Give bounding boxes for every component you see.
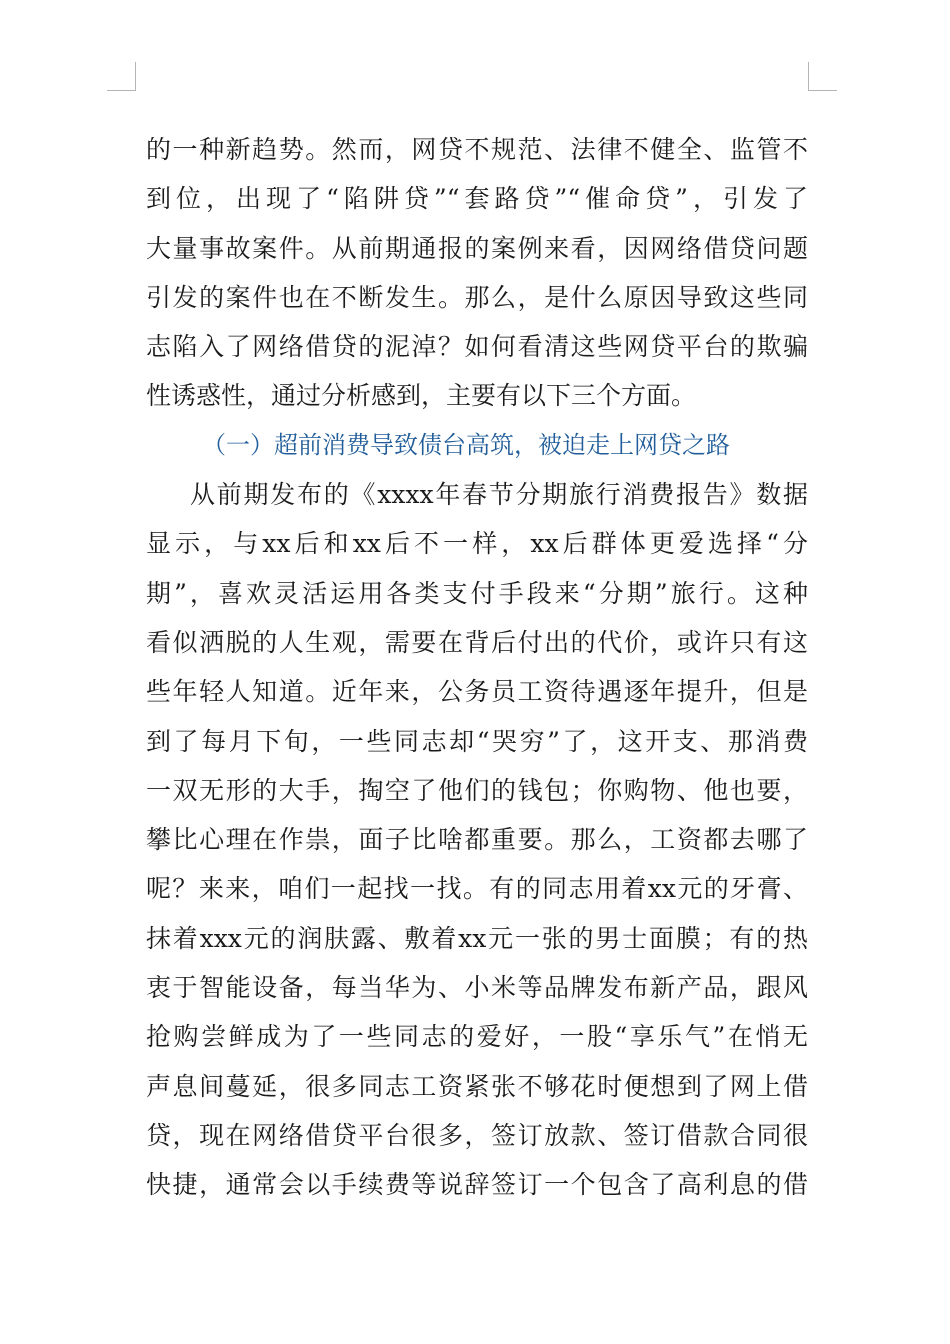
text-line: 大量事故案件。从前期通报的案例来看，因网络借贷问题 [146, 233, 808, 263]
text-line: 期”，喜欢灵活运用各类支付手段来“分期”旅行。这种 [146, 578, 808, 608]
text-line: 一双无形的大手，掏空了他们的钱包；你购物、他也要， [146, 775, 808, 805]
text-line: 些年轻人知道。近年来，公务员工资待遇逐年提升，但是 [146, 677, 808, 707]
text-line: 引发的案件也在不断发生。那么，是什么原因导致这些同 [146, 282, 808, 312]
text-line: 贷，现在网络借贷平台很多，签订放款、签订借款合同很 [146, 1120, 808, 1150]
text-line: 性诱惑性，通过分析感到，主要有以下三个方面。 [146, 381, 697, 411]
text-line: 抹着xxx元的润肤露、敷着xx元一张的男士面膜；有的热 [146, 923, 808, 953]
text-line: 显示，与xx后和xx后不一样，xx后群体更爱选择“分 [146, 529, 808, 559]
text-line: 从前期发布的《xxxx年春节分期旅行消费报告》数据 [190, 480, 808, 510]
section-heading: （一）超前消费导致债台高筑，被迫走上网贷之路 [202, 430, 730, 459]
text-line: 快捷，通常会以手续费等说辞签订一个包含了高利息的借 [146, 1170, 808, 1200]
paragraph-2 [146, 470, 808, 1209]
text-line: 衷于智能设备，每当华为、小米等品牌发布新产品，跟风 [146, 973, 808, 1003]
text-line: 到了每月下旬，一些同志却“哭穷”了，这开支、那消费 [146, 726, 808, 756]
document-body [146, 125, 808, 1210]
paragraph-1 [146, 125, 808, 421]
crop-mark-top-right [808, 62, 837, 91]
text-line: 抢购尝鲜成为了一些同志的爱好，一股“享乐气”在悄无 [146, 1022, 808, 1052]
text-line: 声息间蔓延，很多同志工资紧张不够花时便想到了网上借 [146, 1071, 808, 1101]
text-line: 看似洒脱的人生观，需要在背后付出的代价，或许只有这 [146, 627, 808, 657]
text-line: 呢？来来，咱们一起找一找。有的同志用着xx元的牙膏、 [146, 874, 808, 904]
crop-mark-top-left [107, 62, 136, 91]
text-line: 到位，出现了“陷阱贷”“套路贷”“催命贷”，引发了 [146, 184, 808, 214]
text-line: 的一种新趋势。然而，网贷不规范、法律不健全、监管不 [146, 135, 808, 164]
text-line: 志陷入了网络借贷的泥淖？如何看清这些网贷平台的欺骗 [146, 332, 808, 362]
text-line: 攀比心理在作祟，面子比啥都重要。那么，工资都去哪了 [146, 825, 808, 855]
